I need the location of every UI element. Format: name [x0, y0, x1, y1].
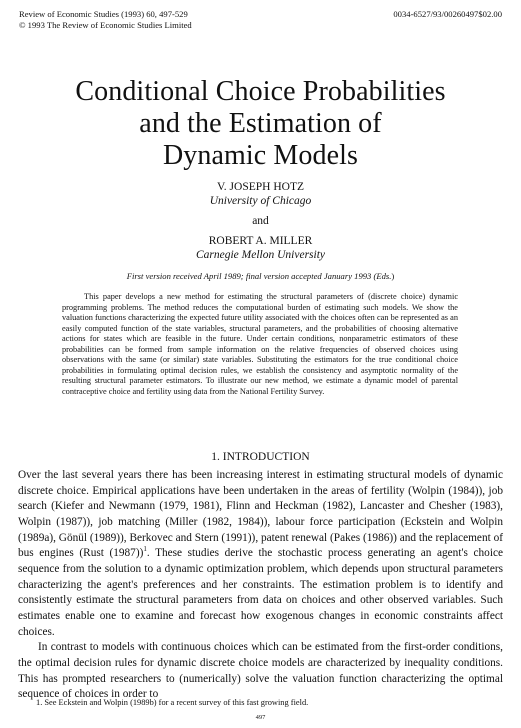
journal-code: 0034-6527/93/00260497$02.00	[393, 9, 502, 19]
author-separator: and	[252, 215, 269, 227]
abstract	[62, 292, 458, 397]
author-2-affiliation: Carnegie Mellon University	[195, 249, 326, 261]
copyright-line: © 1993 The Review of Economic Studies Limited	[19, 20, 192, 30]
paragraph-1	[18, 468, 503, 640]
title-line-1: Conditional Choice Probabilities	[75, 76, 446, 107]
received-part-3: )	[391, 271, 395, 281]
paragraph-1-part-a: Over the last several years there has been increasing interest in estimating structural models of dynamic discrete choice. Empirical applications have been undertaken in the areas of fertility (Wolpin (1984)), job search (Kiefer and Newmann (1979, 1981), Flinn and Heckman (1982), Lancaster and Chesher (1983), Wolpin (1987)), job matching (Miller (1982, 1984)), labour force participation (Eckstein and Wolpin (1989a), Gönül (1989)), Berkovec and Stern (1991)), patent renewal (Pakes (1986)) and the replacement of bus engines (Rust (1987))	[18, 469, 503, 560]
footnote: 1. See Eckstein and Wolpin (1989b) for a recent survey of this fast growing field.	[36, 698, 309, 707]
running-header	[19, 9, 502, 31]
journal-citation: Review of Economic Studies (1993) 60, 497-529	[19, 9, 188, 19]
paper-title	[0, 76, 521, 172]
page-number: 497	[255, 714, 266, 721]
received-part-2: final version accepted January 1993 (	[245, 271, 377, 281]
paragraph-1-part-b: . These studies derive the stochastic process generating an agent's choice sequence from the solution to a dynamic optimization problem, which depends upon structural parameters characterizing the agent's preferences and her constraints. The estimation problem is to identify and consistently estimate the structural parameters from data on choices and other observed variables. Such estimates enable one to examine and forecast how exogenous changes in economic constraints affect choices.	[18, 547, 503, 638]
title-line-3: Dynamic Models	[162, 140, 359, 171]
paragraph-2: In contrast to models with continuous choices which can be estimated from the first-order conditions, the optimal decision rules for dynamic discrete choice models are characterized by inequality conditions. This has prompted researchers to (numerically) solve the valuation function characterizing the optimal sequence of choices in order to	[18, 641, 503, 701]
received-line	[0, 271, 521, 282]
body-text	[18, 468, 503, 703]
author-2-name: ROBERT A. MILLER	[208, 235, 313, 247]
received-part-1: First version received April 1989;	[126, 271, 244, 281]
footnote-marker: 1	[143, 545, 147, 554]
author-1-affiliation: University of Chicago	[209, 195, 312, 207]
abstract-text: This paper develops a new method for estimating the structural parameters of (discrete choice) dynamic programming problems. The method reduces the computational burden of estimating such models. We show the valuation functions characterizing the expected future utility associated with the choices often can be represented as an easily computed function of the state variables, structural parameters, and the probabilities of choosing alternative actions for states which are feasible in the future. Under certain conditions, nonparametric estimators of these probabilities can be formed from sample information on the relative frequencies of observed choices using observations with the same (or similar) state variables. Substituting the estimators for the true conditional choice probabilities in formulating optimal decision rules, we establish the consistency and asymptotic normality of the resulting structural parameter estimators. To illustrate our new method, we estimate a dynamic model of parental contraceptive choice and fertility using data from the National Fertility Survey.	[62, 292, 458, 396]
received-eds: Eds.	[376, 271, 392, 281]
section-heading: 1. INTRODUCTION	[211, 451, 310, 463]
author-1-name: V. JOSEPH HOTZ	[216, 181, 304, 193]
title-line-2: and the Estimation of	[139, 108, 382, 139]
